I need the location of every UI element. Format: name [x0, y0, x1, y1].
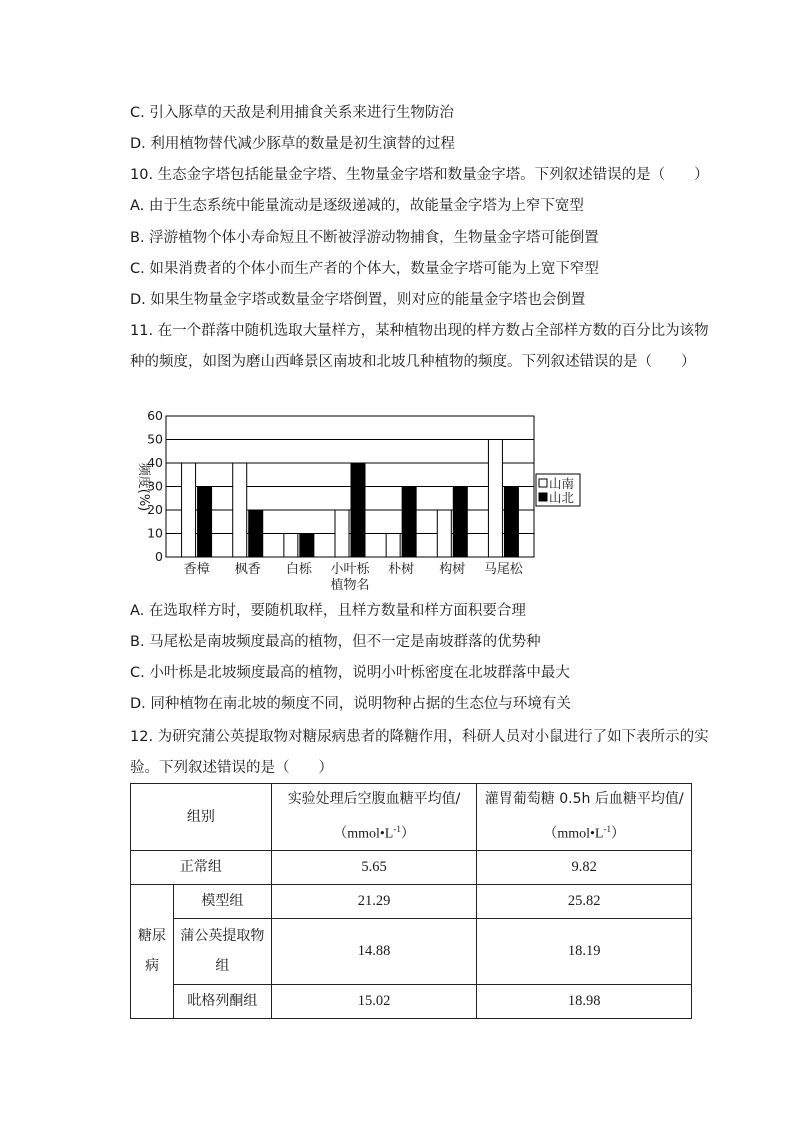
model-fasting: 21.29: [271, 884, 477, 918]
row-label-drug: 吡格列酮组: [173, 984, 271, 1018]
header-after-glucose: 灌胃葡萄糖 0.5h 后血糖平均值/ $(mmol•L^{-1})$: [477, 784, 692, 851]
dandelion-after: 18.19: [477, 918, 692, 984]
bar-north-1: [249, 510, 263, 557]
x-tick-label: 白栎: [285, 562, 312, 577]
bar-south-1: [233, 463, 247, 557]
y-tick-label: 50: [147, 431, 163, 447]
q12-stem-line2: 验。下列叙述错误的是（ ）: [130, 760, 333, 776]
x-tick-label: 马尾松: [483, 562, 523, 577]
bar-north-0: [198, 487, 212, 558]
q9-option-d: D. 利用植物替代减少豚草的数量是初生演替的过程: [130, 136, 455, 152]
legend-label-south: 山南: [549, 476, 575, 491]
drug-fasting: 15.02: [271, 984, 477, 1018]
q11-stem-line2: 种的频度，如图为磨山西峰景区南坡和北坡几种植物的频度。下列叙述错误的是（ ）: [130, 354, 696, 370]
q12-stem-line1: 12. 为研究蒲公英提取物对糖尿病患者的降糖作用，科研人员对小鼠进行了如下表所示的实: [130, 729, 709, 745]
legend-swatch-south: [539, 479, 547, 487]
q10-option-a: A. 由于生态系统中能量流动是逐级递减的，故能量金字塔为上窄下宽型: [130, 198, 584, 214]
x-axis-label: 植物名: [330, 578, 370, 593]
header-fasting: 实验处理后空腹血糖平均值/ $(mmol•L^{-1})$: [271, 784, 477, 851]
frequency-bar-chart: [128, 402, 598, 597]
q9-option-c: C. 引入豚草的天敌是利用捕食关系来进行生物防治: [130, 105, 454, 121]
q11-option-d: D. 同种植物在南北坡的频度不同，说明物种占据的生态位与环境有关: [130, 696, 571, 712]
header-group: 组别: [131, 784, 272, 851]
q11-stem-line1: 11. 在一个群落中随机选取大量样方，某种植物出现的样方数占全部样方数的百分比为该物: [130, 323, 709, 339]
bar-south-2: [284, 534, 298, 558]
model-after: 25.82: [477, 884, 692, 918]
legend-label-north: 山北: [549, 490, 575, 505]
row-label-dandelion: 蒲公英提取物组: [173, 918, 271, 984]
bar-north-3: [351, 463, 365, 557]
x-tick-label: 构树: [439, 562, 466, 577]
y-tick-label: 30: [147, 478, 163, 494]
row-label-diabetes: 糖尿病: [131, 884, 174, 1018]
bar-north-4: [402, 487, 416, 558]
x-tick-labels: [184, 561, 524, 577]
chart-legend: [536, 474, 580, 506]
chart-bars: [182, 440, 519, 558]
x-tick-label: 朴树: [388, 562, 415, 577]
bar-south-3: [335, 510, 349, 557]
dandelion-fasting: 14.88: [271, 918, 477, 984]
chart-grid: [166, 416, 534, 557]
x-tick-label: 枫香: [234, 562, 261, 577]
q10-option-c: C. 如果消费者的个体小而生产者的个体大，数量金字塔可能为上宽下窄型: [130, 261, 599, 277]
normal-fasting: 5.65: [271, 850, 477, 884]
table-row: [131, 918, 692, 984]
q10-option-b: B. 浮游植物个体小寿命短且不断被浮游动物捕食，生物量金字塔可能倒置: [130, 230, 599, 246]
y-tick-label: 40: [147, 455, 163, 470]
q10-stem: 10. 生态金字塔包括能量金字塔、生物量金字塔和数量金字塔。下列叙述错误的是（ ）: [130, 167, 709, 183]
x-tick-label: 香樟: [183, 562, 210, 577]
y-tick-label: 20: [147, 502, 163, 517]
bar-south-4: [386, 534, 400, 558]
y-tick-label: 60: [147, 408, 163, 423]
table-row: [131, 850, 692, 884]
row-label-model: 模型组: [173, 884, 271, 918]
bar-south-0: [182, 463, 196, 557]
y-tick-label: 0: [155, 549, 163, 564]
drug-after: 18.98: [477, 984, 692, 1018]
q10-option-d: D. 如果生物量金字塔或数量金字塔倒置，则对应的能量金字塔也会倒置: [130, 292, 586, 308]
table-row: [131, 884, 692, 918]
bar-south-5: [437, 510, 451, 557]
glucose-table: [130, 783, 692, 1019]
x-tick-label: 小叶栎: [330, 562, 370, 577]
y-tick-label: 10: [147, 525, 163, 541]
bar-north-6: [504, 487, 518, 558]
legend-swatch-north: [539, 493, 547, 501]
q11-option-c: C. 小叶栎是北坡频度最高的植物，说明小叶栎密度在北坡群落中最大: [130, 665, 570, 681]
row-label-normal: 正常组: [131, 850, 272, 884]
y-axis-label: 频度(%): [136, 462, 151, 512]
bar-north-5: [453, 487, 467, 558]
normal-after: 9.82: [477, 850, 692, 884]
q11-option-a: A. 在选取样方时，要随机取样，且样方数量和样方面积要合理: [130, 603, 526, 619]
q11-option-b: B. 马尾松是南坡频度最高的植物，但不一定是南坡群落的优势种: [130, 634, 541, 650]
bar-north-2: [300, 534, 314, 558]
bar-south-6: [488, 440, 502, 558]
table-row: [131, 984, 692, 1018]
